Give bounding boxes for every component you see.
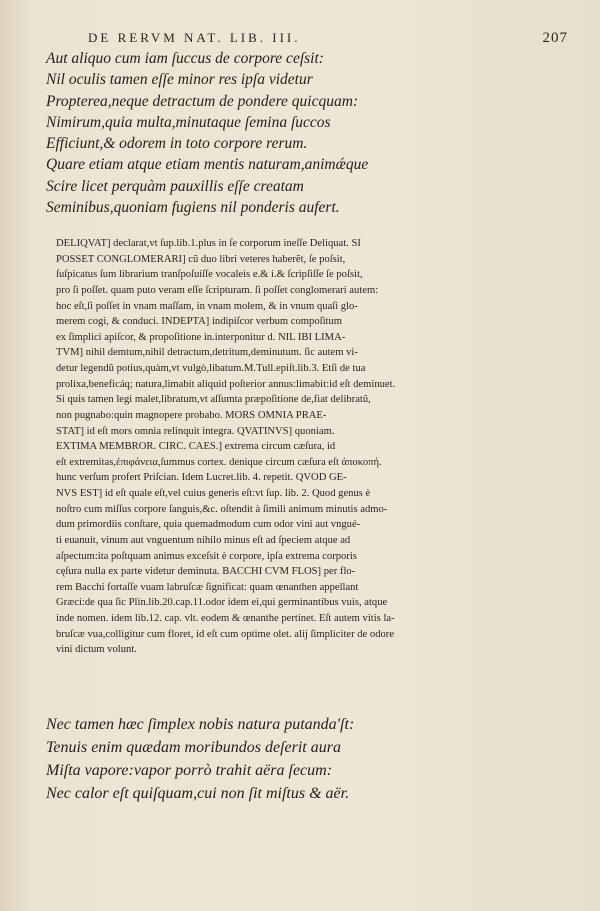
verse-block-bottom	[46, 713, 566, 805]
commentary-line: hoc eſt,ſi poſſet in vnam maſſam, in vnam molem, & in vnum quaſi glo-	[56, 300, 358, 312]
verse-block-top	[46, 48, 566, 218]
commentary-line: eſt extremitas,ἐπιφάνεια,ſummus cortex. denique circum cæſura eſt ἀποκοπή.	[56, 456, 382, 468]
commentary-line: DELIQVAT] declarat,vt ſup.lib.1.plus in ſe corporum ineſſe Deliquat. SI	[56, 238, 361, 249]
commentary-line: non pugnabo:quin magnopere probabo. MORS OMNIA PRAE-	[56, 409, 327, 421]
page-number: 207	[542, 30, 568, 46]
commentary-line: Si quis tamen legi malet,libratum,vt aſſumta præpoſitione de,fiat delibratũ,	[56, 394, 371, 406]
commentary-line: STAT] id eſt mors omnia relinquit integra. QVATINVS] quoniam.	[56, 425, 335, 437]
verse-line: Seminibus,quoniam fugiens nil ponderis aufert.	[46, 199, 340, 217]
commentary-line: hunc verſum profert Priſcian. Idem Lucret.lib. 4. repetit. QVOD GE-	[56, 472, 347, 484]
commentary-line: cęſura nulla ex parte videtur deminuta. BACCHI CVM FLOS] per flo-	[56, 566, 356, 578]
commentary-line: aſpectum:ita poſtquam animus exceſsit è corpore, ipſa extrema corporis	[56, 550, 357, 562]
verse-line: Scire licet perquàm pauxillis eſſe creatam	[46, 177, 304, 195]
commentary-line: detur legendũ potius,quàm,vt vulgò,libatum.M.Tull.epiſt.lib.3. Etſi de tua	[56, 363, 366, 374]
commentary-line: POSSET CONGLOMERARI] cũ duo libri veteres haberẽt, ſe poſsit,	[56, 253, 346, 265]
verse-line: Nil oculis tamen eſſe minor res ipſa videtur	[46, 71, 313, 89]
commentary-line: prolixa,beneficáq; natura,limabit aliquid poſterior annus:limabit:id eſt deminuet.	[56, 378, 396, 390]
commentary-line: EXTIMA MEMBROR. CIRC. CAES.] extrema circum cæſura, id	[56, 441, 336, 453]
commentary-line: ex ſimplici apiſcor, & propoſitione in.interponitur d. NIL IBI LIMA-	[56, 331, 346, 343]
verse-line: Miſta vapore:vapor porrò trahit aëra ſecum:	[46, 762, 333, 779]
commentary-line: Græci:de qua ſic Plin.lib.20.cap.11.odor idem ei,qui germinantibus vuis, atque	[56, 597, 388, 609]
commentary-block	[56, 236, 530, 658]
verse-line: Tenuis enim quædam moribundos deſerit aura	[46, 739, 341, 756]
verse-line: Propterea,neque detractum de pondere quicquam:	[46, 92, 359, 110]
commentary-line: merem cogi, & conduci. INDEPTA] indipiſcor verbum compoſitum	[56, 316, 343, 328]
verse-line: Nec tamen hæc ſimplex nobis natura putanda'ſt:	[46, 716, 355, 733]
running-head: DE RERVM NAT. LIB. III.	[88, 30, 301, 45]
commentary-line: ti euanuit, vinum aut vnguentum nihilo minus eſt ad ſpeciem atque ad	[56, 534, 351, 546]
verse-line: Nimirum,quia multa,minutaque ſemina ſuccos	[46, 113, 331, 131]
commentary-line: vini dictum volunt.	[56, 644, 137, 656]
commentary-line: dum primordiis conſtare, quia quemadmodum cum odor vini aut vngué-	[56, 519, 361, 531]
verse-line: Efficiunt,& odorem in toto corpore rerum.	[46, 135, 308, 153]
verse-line: Nec calor eſt quiſquam,cui non ſit miſtus & aër.	[46, 785, 350, 802]
commentary-line: ſuſpicatus ſum librarium tranſpoſuiſſe vocaleis e.& i.& ſcripſiſſe ſe poſsit,	[56, 269, 363, 281]
commentary-line: pro ſi poſſet. quam puto veram eſſe ſcripturam. ſi poſſet conglomerari autem:	[56, 284, 379, 296]
verse-line: Quare etiam atque etiam mentis naturam,animǽque	[46, 156, 369, 174]
commentary-line: rem Bacchi fortaſſe vuam labruſcæ ſignificat: quam œnanthen appellant	[56, 581, 359, 593]
commentary-line: bruſcæ vua,colligitur cum floret, id eſt cum optime olet. alij ſimpliciter de odore	[56, 628, 395, 640]
commentary-line: TVM] nihil demtum,nihil detractum,detritum,deminutum. ſic autem vi-	[56, 347, 358, 359]
commentary-line: noſtro cum miſſus corpore ſanguis,&c. oſtendit à ſimili animum minutis admo-	[56, 503, 388, 515]
verse-line: Aut aliquo cum iam ſuccus de corpore ceſsit:	[46, 50, 324, 67]
commentary-line: NVS EST] id eſt quale eſt,vel cuius generis eſt:vt ſup. lib. 2. Quod genus è	[56, 488, 371, 499]
commentary-line: inde nomen. idem lib.12. cap. vlt. eodem & œnanthe pertinet. Eſt autem vitis la-	[56, 613, 395, 624]
